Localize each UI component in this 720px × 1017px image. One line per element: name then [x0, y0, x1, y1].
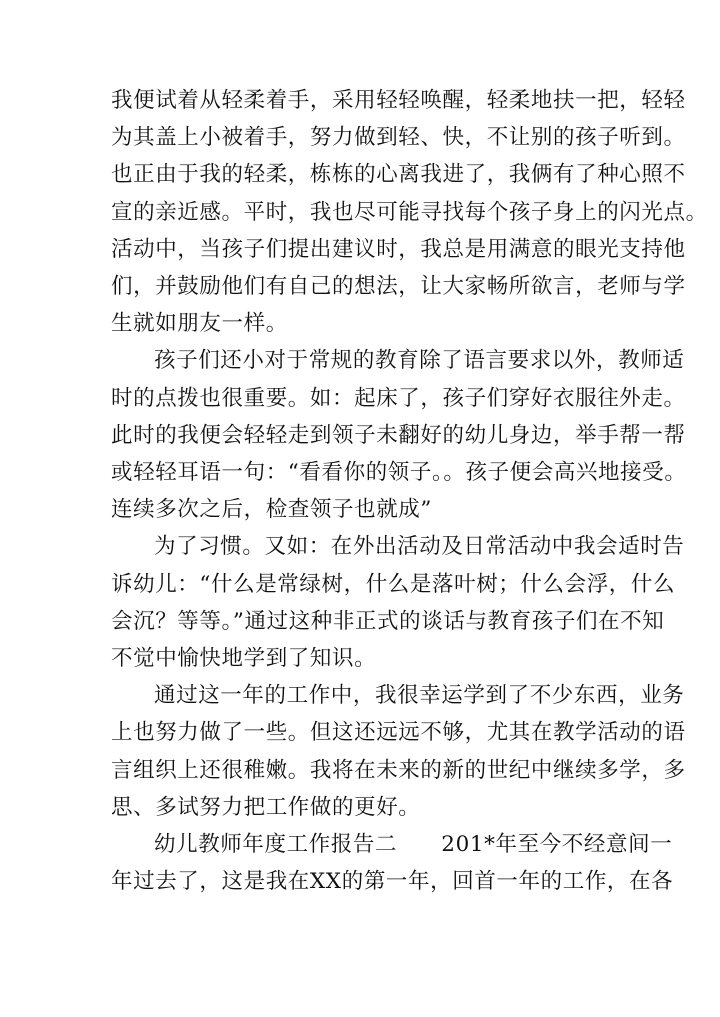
- paragraph-1: [111, 82, 708, 342]
- text-line: 诉幼儿：“什么是常绿树，什么是落叶树；什么会浮，什么: [111, 571, 676, 597]
- text-line: 宣的亲近感。平时，我也尽可能寻找每个孩子身上的闪光点。: [111, 199, 708, 225]
- text-line: 通过这一年的工作中，我很幸运学到了不少东西，业务: [154, 683, 685, 709]
- text-line: 也正由于我的轻柔，栋栋的心离我进了，我俩有了种心照不: [111, 162, 686, 188]
- text-line: 会沉？等等。”通过这种非正式的谈话与教育孩子们在不知: [111, 608, 665, 634]
- text-line: 此时的我便会轻轻走到领子未翻好的幼儿身边，举手帮一帮: [111, 422, 686, 448]
- text-line: 言组织上还很稚嫩。我将在未来的新的世纪中继续多学，多: [111, 757, 686, 783]
- document-body: [111, 82, 708, 900]
- text-line: 或轻轻耳语一句：“看看你的领子。。孩子便会高兴地接受。: [111, 460, 687, 486]
- text-line: 时的点拨也很重要。如：起床了，孩子们穿好衣服往外走。: [111, 385, 686, 411]
- paragraph-5: [111, 826, 674, 900]
- text-line: 孩子们还小对于常规的教育除了语言要求以外，教师适: [154, 348, 685, 374]
- text-line: 们，并鼓励他们有自己的想法，让大家畅所欲言，老师与学: [111, 274, 686, 300]
- text-line: 为了习惯。又如：在外出活动及日常活动中我会适时告: [154, 534, 685, 560]
- text-line: 为其盖上小被着手，努力做到轻、快，不让别的孩子听到。: [111, 125, 686, 151]
- text-line: 我便试着从轻柔着手，采用轻轻唤醒，轻柔地扶一把，轻轻: [111, 88, 686, 113]
- text-line: 年过去了，这是我在XX的第一年，回首一年的工作，在各: [111, 869, 674, 895]
- text-line: 生就如朋友一样。: [111, 311, 288, 337]
- text-line: 连续多次之后，检查领子也就成”: [111, 497, 432, 523]
- text-line: 不觉中愉快地学到了知识。: [111, 646, 377, 672]
- paragraph-3: [111, 528, 685, 677]
- paragraph-2: [111, 342, 687, 528]
- text-line: 活动中，当孩子们提出建议时，我总是用满意的眼光支持他: [111, 236, 686, 262]
- text-line: 思、多试努力把工作做的更好。: [111, 794, 421, 820]
- text-line: 幼儿教师年度工作报告二 201*年至今不经意间一: [154, 832, 673, 858]
- paragraph-4: [111, 677, 686, 826]
- text-line: 上也努力做了一些。但这还远远不够，尤其在教学活动的语: [111, 720, 686, 746]
